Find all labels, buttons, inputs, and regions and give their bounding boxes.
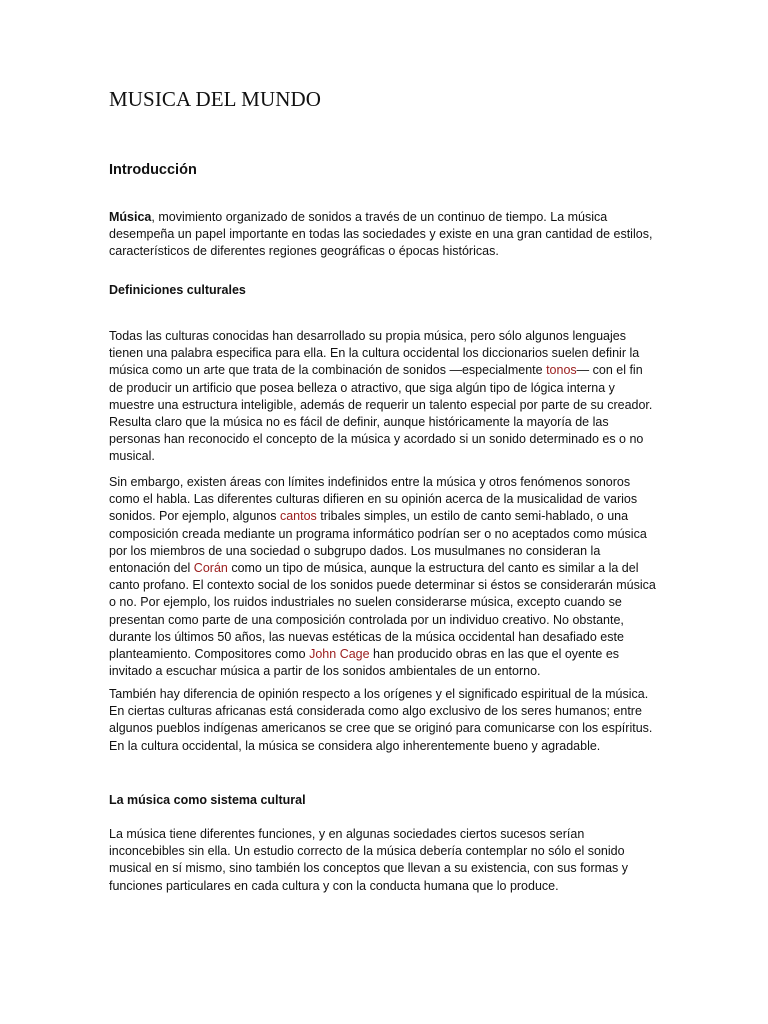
link-coran[interactable]: Corán	[193, 561, 228, 576]
paragraph-definiciones-2	[109, 474, 659, 680]
link-tonos[interactable]: tonos	[546, 363, 577, 378]
document-title: MUSICA DEL MUNDO	[109, 87, 321, 111]
paragraph-text: — con el fin de producir un artificio que posea belleza o atractivo, que siga algún tipo de lógica interna y muestre una estructura inteligible, además de requerir un talento especial por parte de su creador. Resulta claro que la música no es fácil de definir, aunque históricamente la mayoría de las personas han reconocido el concepto de la música y acordado si un sonido determinado es o no musical.	[109, 363, 653, 464]
paragraph-text: tribales simples, un estilo de canto semi-hablado, o una composición creada mediante un programa informático podrían ser o no aceptados como música por los miembros de una sociedad o subgrupo dados. Los musulmanes no consideran la entonación del	[109, 509, 647, 576]
paragraph-definiciones-3: También hay diferencia de opinión respecto a los orígenes y el significado espiritual de la música. En ciertas culturas africanas está considerada como algo exclusivo de los seres humanos; entre algunos pueblos indígenas americanos se cree que se originó para comunicarse con los espíritus. En la cultura occidental, la música se considera algo inherentemente bueno y agradable.	[109, 687, 653, 753]
paragraph-text: Sin embargo, existen áreas con límites indefinidos entre la música y otros fenómenos sonoros como el habla. Las diferentes culturas difieren en su opinión acerca de la musicalidad de varios sonidos. Por ejemplo, algunos	[109, 475, 638, 524]
paragraph-text: , movimiento organizado de sonidos a través de un continuo de tiempo. La música desempeña un papel importante en todas las sociedades y existe en una gran cantidad de estilos, característicos de diferentes regiones geográficas o épocas históricas.	[109, 210, 653, 259]
term-musica: Música	[109, 210, 152, 224]
heading-introduccion: Introducción	[109, 162, 197, 178]
paragraph-text: Todas las culturas conocidas han desarrollado su propia música, pero sólo algunos lenguajes tienen una palabra especifica para ella. En la cultura occidental los diccionarios suelen definir la música como un arte que trata de la combinación de sonidos —especialmente	[109, 329, 640, 378]
link-cantos[interactable]: cantos	[279, 509, 317, 524]
link-john-cage[interactable]: John Cage	[309, 647, 370, 662]
paragraph-definiciones-1	[109, 328, 659, 466]
paragraph-sistema-1: La música tiene diferentes funciones, y en algunas sociedades ciertos sucesos serían inconcebibles sin ella. Un estudio correcto de la música debería contemplar no sólo el sonido musical en sí mismo, sino también los conceptos que llevan a su existencia, con sus formas y funciones particulares en cada cultura y con la conducta humana que lo produce.	[109, 827, 628, 893]
paragraph-text: como un tipo de música, aunque la estructura del canto es similar a la del canto profano. El contexto social de los sonidos puede determinar si éstos se considerarán música o no. Por ejemplo, los ruidos industriales no suelen considerarse música, excepto cuando se presentan como parte de una composición controlada por un individuo creativo. No obstante, durante los últimos 50 años, las nuevas estéticas de la música occidental han desafiado este planteamiento. Compositores como	[109, 561, 656, 662]
heading-sistema-cultural: La música como sistema cultural	[109, 793, 306, 807]
paragraph-text: han producido obras en las que el oyente es invitado a escuchar música a partir de los sonidos ambientales de un entorno.	[109, 647, 620, 679]
paragraph-introduccion	[109, 209, 659, 261]
heading-definiciones-culturales: Definiciones culturales	[109, 283, 246, 297]
